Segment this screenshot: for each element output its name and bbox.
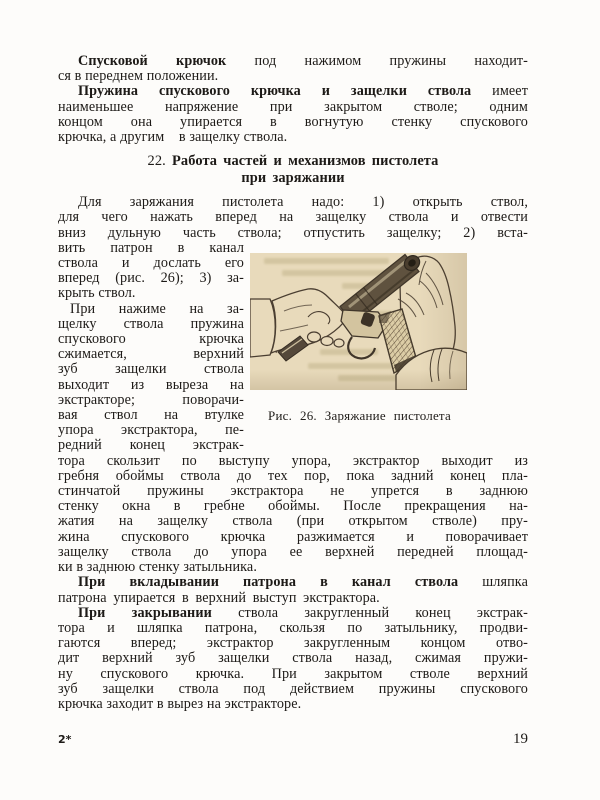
text-line: стенку окна в гребне обоймы. После прекращения на- [58, 498, 528, 515]
text-line: щелку ствола пружина [58, 315, 244, 332]
text-line: концом она упирается в вогнутую стенку спускового [58, 113, 528, 130]
page-body [58, 54, 528, 712]
text-line [58, 84, 528, 99]
text-line: стинчатой пружины экстрактора не упрется в заднюю [58, 483, 528, 500]
text-line: зуб защелки ствола под действием пружины спускового [58, 680, 528, 697]
text-line: спускового крючка [58, 331, 244, 348]
text-line [58, 575, 528, 590]
left-text-column [58, 241, 244, 454]
bold-lead: При закрывании [78, 604, 212, 621]
text-line: вить патрон в канал [58, 239, 244, 256]
text-line: экстракторе; поворачи- [58, 391, 244, 408]
text-line: зуб защелки ствола [58, 361, 244, 378]
text-line: вниз дульную часть ствола; отпустить защелку; 2) вста- [58, 224, 528, 241]
text-line: патрона упирается в верхний выступ экстрактора. [58, 589, 380, 606]
text-line: вперед (рис. 26); 3) за- [58, 270, 244, 287]
page-footer [58, 731, 528, 748]
text-line: вая ствол на втулке [58, 407, 244, 424]
text-line: ну спускового крючка. При закрытом стволе верхний [58, 665, 528, 682]
text-line: дит верхний зуб защелки ствола назад, сжимая пружи- [58, 650, 528, 667]
text-line: редний конец экстрак- [58, 437, 244, 454]
section-heading [58, 153, 528, 170]
text-line [58, 54, 528, 69]
text-line [58, 606, 528, 621]
bold-lead: Пружина спускового крючка и защелки ствола [78, 83, 472, 100]
text-line: наименьшее напряжение при закрытом стволе; одним [58, 98, 528, 115]
text-line: Для заряжания пистолета надо: 1) открыть ствол, [78, 194, 528, 211]
text-line: защелку ствола до упора ее верхней передней площад- [58, 543, 528, 560]
figure-illustration [250, 253, 467, 390]
text-line: гаются вперед; экстрактор закругленным концом отво- [58, 635, 528, 652]
text-span: ствола закругленный конец экстрак- [211, 604, 528, 621]
section-title: Работа частей и механизмов пистолета [165, 153, 439, 170]
text-line: крючка, а другим в защелку ствола. [58, 129, 288, 146]
text-line: гребня обоймы ствола до тех пор, пока задний конец пла- [58, 467, 528, 484]
figure-block [244, 241, 528, 454]
text-line: ки в заднюю стенку затыльника. [58, 559, 257, 576]
section-heading-line2: при заряжании [241, 170, 345, 187]
text-line: жатия на защелку ствола (при открытом стволе) пру- [58, 513, 528, 530]
bold-lead: При вкладывании патрона в канал ствола [78, 574, 459, 591]
figure-caption: Рис. 26. Заряжание пистолета [268, 407, 451, 423]
text-line: жина спускового крючка разжимается и поворачивает [58, 528, 528, 545]
page-number: 19 [513, 731, 528, 747]
text-line: тора и шляпка патрона, скользя по затыльнику, продви- [58, 619, 528, 636]
text-figure-row [58, 241, 528, 454]
signature-mark: 2* [58, 733, 72, 746]
text-line: При нажиме на за- [70, 300, 244, 317]
text-line: выходит из выреза на [58, 376, 244, 393]
text-line: крючка заходит в вырез на экстракторе. [58, 695, 302, 712]
text-line: тора скользит по выступу упора, экстрактор выходит из [58, 452, 528, 469]
text-line: крыть ствол. [58, 285, 136, 302]
bold-lead: Спусковой крючок [78, 53, 227, 69]
text-span: имеет [471, 83, 528, 100]
text-line: сжимается, верхний [58, 346, 244, 363]
text-span: шляпка [458, 574, 528, 591]
text-line: ствола и дослать его [58, 255, 244, 272]
text-span: под нажимом пружины находит- [226, 53, 529, 69]
text-line: упора экстрактора, пе- [58, 422, 244, 439]
text-line: для чего нажать вперед на защелку ствола и отвести [58, 209, 528, 226]
section-number: 22. [147, 153, 166, 170]
text-line: ся в переднем положении. [58, 68, 219, 85]
